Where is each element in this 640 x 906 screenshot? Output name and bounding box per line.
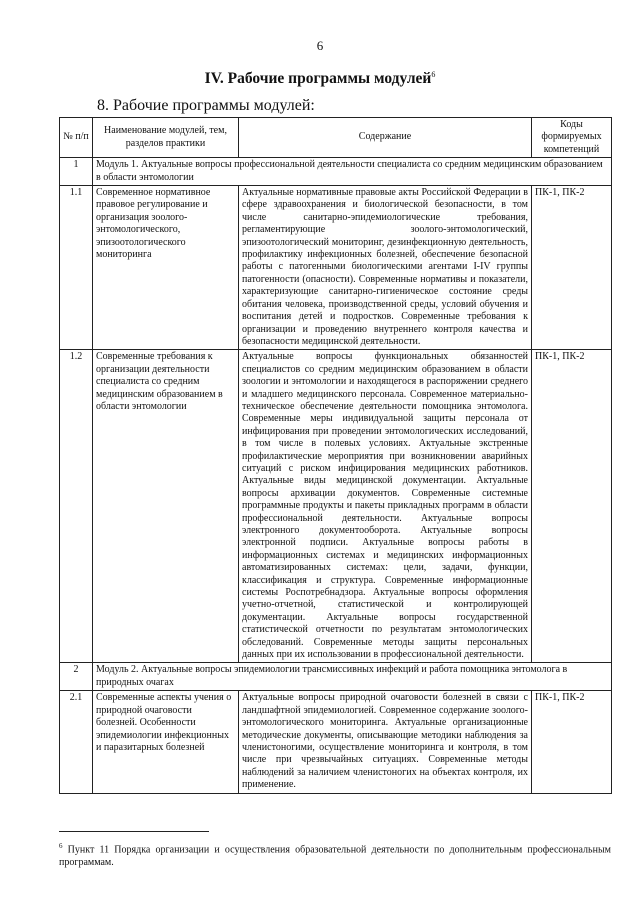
topic-name: Современные требования к организации деятельности специалиста со средним медицинским образованием в области энтомологии [93, 350, 239, 663]
footnote [59, 840, 611, 869]
page-number: 6 [316, 38, 324, 53]
header-content: Содержание [239, 118, 532, 158]
table-row [60, 691, 612, 793]
footnote-text: Пункт 11 Порядка организации и осуществления образовательной деятельности по дополнительным профессиональным программам. [59, 844, 611, 869]
subtitle: 8. Рабочие программы модулей: [97, 97, 315, 114]
section-title-text: IV. Рабочие программы модулей [204, 70, 432, 88]
module-row [60, 158, 612, 186]
footnote-divider [59, 831, 209, 832]
section-title [0, 70, 640, 88]
topic-num: 1.2 [60, 350, 93, 663]
module-title: Модуль 1. Актуальные вопросы профессиональной деятельности специалиста со средним медицинским образованием в области энтомологии [93, 158, 612, 186]
topic-num: 2.1 [60, 691, 93, 793]
table-row [60, 350, 612, 663]
header-name: Наименование модулей, тем, разделов практики [93, 118, 239, 158]
topic-content: Актуальные нормативные правовые акты Российской Федерации в сфере здравоохранения и биологической безопасности, в том числе санитарно-эпидемиологические требования, регламентирующие зоолого-энтомологический, эпизоотологический мониторинг, дезинфекционную деятельность, профилактику инфекционных болезней, обеспечение безопасной работы с патогенными биологическими агентами I-IV группы патогенности (опасности). Современные нормативы и показатели, характеризующие санитарно-гигиеническое состояние среды обитания человека, производственной среды, условий обучения и воспитания детей и подростков. Современные требования к организации и проведению внутреннего контроля качества и безопасности медицинской деятельности. [239, 186, 532, 350]
topic-codes: ПК-1, ПК-2 [532, 691, 612, 793]
topic-name: Современное нормативное правовое регулирование и организация зоолого-энтомологического, эпизоотологического мониторинга [93, 186, 239, 350]
topic-codes: ПК-1, ПК-2 [532, 186, 612, 350]
topic-codes: ПК-1, ПК-2 [532, 350, 612, 663]
module-row [60, 663, 612, 691]
module-num: 2 [60, 663, 93, 691]
table-row [60, 186, 612, 350]
topic-content: Актуальные вопросы природной очаговости болезней в связи с ландшафтной эпидемиологией. Современное содержание зоолого-энтомологического мониторинга. Актуальные организационные методические документы, описывающие методики наблюдения за членистоногими, осуществление мониторинга и контроля, в том числе при чрезвычайных ситуациях. Современные методы наблюдений за наличием членистоногих на объектах контроля, их применение. [239, 691, 532, 793]
header-num: № п/п [60, 118, 93, 158]
modules-table [59, 117, 612, 794]
header-codes: Коды формируемых компетенций [532, 118, 612, 158]
module-num: 1 [60, 158, 93, 186]
table-header-row [60, 118, 612, 158]
module-title: Модуль 2. Актуальные вопросы эпидемиологии трансмиссивных инфекций и работа помощника энтомолога в природных очагах [93, 663, 612, 691]
topic-num: 1.1 [60, 186, 93, 350]
topic-name: Современные аспекты учения о природной очаговости болезней. Особенности эпидемиологии инфекционных и паразитарных болезней [93, 691, 239, 793]
footnote-reference: 6 [431, 70, 436, 79]
topic-content: Актуальные вопросы функциональных обязанностей специалистов со средним медицинским образованием в области зоологии и энтомологии и находящегося в распоряжении среднего и младшего медицинского персонала. Современное материально-техническое обеспечение деятельности помощника энтомолога. Современные меры индивидуальной защиты персонала от инфицирования при проведении энтомологических исследований, в том числе в полевых условиях. Актуальные экстренные профилактические мероприятия при возникновении аварийных ситуаций с риском инфицирования медицинских работников. Актуальные виды медицинской документации. Актуальные вопросы архивации документов. Современные системные программные продукты и пакеты прикладных программ в области профессиональной деятельности. Актуальные вопросы электронного документооборота. Актуальные вопросы электронной подписи. Актуальные вопросы работы в информационных системах и медицинских информационных автоматизированных системах: цели, задачи, функции, классификация и структура. Современные информационные системы Роспотребнадзора. Актуальные вопросы оформления учетно-отчетной, статистической и контролирующей документации. Актуальные вопросы государственной статистической отчетности по результатам энтомологических обследований. Современные методы защиты персональных данных при их использовании в профессиональной деятельности. [239, 350, 532, 663]
footnote-mark: 6 [59, 842, 63, 850]
